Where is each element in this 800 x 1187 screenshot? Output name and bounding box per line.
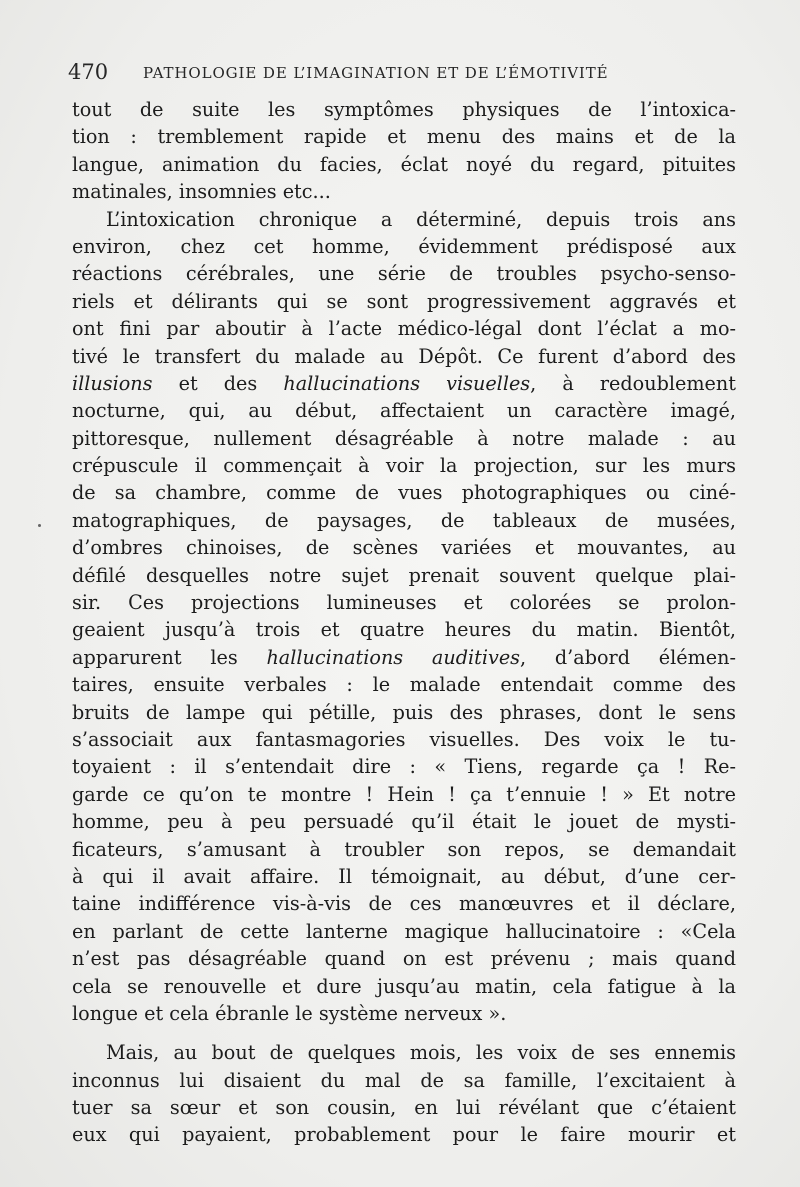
- italic-span: illusions: [72, 371, 153, 395]
- text-span: s’associait aux fantasmagories visuelles. Des voix le tu-: [72, 727, 736, 751]
- text-span: tion : tremblement rapide et menu des mains et de la: [72, 125, 736, 149]
- text-span: geaient jusqu’à trois et quatre heures du matin. Bientôt,: [72, 618, 736, 642]
- text-span: pittoresque, nullement désagréable à notre malade : au: [72, 426, 736, 450]
- text-span: de sa chambre, comme de vues photographiques ou ciné-: [72, 481, 736, 505]
- page-header: [68, 58, 748, 86]
- text-line: [72, 973, 736, 1000]
- italic-span: hallucinations visuelles: [283, 371, 531, 395]
- text-span: réactions cérébrales, une série de troubles psycho-senso-: [72, 262, 736, 286]
- text-span: inconnus lui disaient du mal de sa famille, l’excitaient à: [72, 1068, 736, 1092]
- text-line: [72, 1039, 736, 1066]
- text-line: [72, 96, 736, 123]
- text-line: [72, 808, 736, 835]
- text-line: [72, 260, 736, 287]
- text-span: tout de suite les symptômes physiques de l’intoxica-: [72, 98, 736, 121]
- text-line: [72, 123, 736, 150]
- text-span: ont fini par aboutir à l’acte médico-légal dont l’éclat a mo-: [72, 317, 736, 341]
- text-span: cela se renouvelle et dure jusqu’au matin, cela fatigue à la: [72, 974, 736, 998]
- text-line: [72, 370, 736, 397]
- text-span: matinales, insomnies etc...: [72, 180, 331, 204]
- text-line: [72, 1094, 736, 1121]
- text-line: [72, 616, 736, 643]
- text-span: apparurent les: [72, 645, 267, 669]
- running-head: PATHOLOGIE DE L’IMAGINATION ET DE L’ÉMOTIVITÉ: [143, 64, 609, 82]
- text-span: tuer sa sœur et son cousin, en lui révélant que c’étaient: [72, 1096, 736, 1120]
- text-span: riels et délirants qui se sont progressivement aggravés et: [72, 289, 736, 313]
- text-line: [72, 918, 736, 945]
- page-number: 470: [68, 60, 109, 84]
- text-line: [72, 479, 736, 506]
- text-span: homme, peu à peu persuadé qu’il était le jouet de mysti-: [72, 810, 736, 834]
- text-line: [72, 836, 736, 863]
- text-line: [72, 1000, 736, 1027]
- text-line: [72, 151, 736, 178]
- text-line: [72, 753, 736, 780]
- text-span: environ, chez cet homme, évidemment prédisposé aux: [72, 234, 736, 258]
- text-span: taine indifférence vis-à-vis de ces manœuvres et il déclare,: [72, 892, 736, 916]
- text-span: nocturne, qui, au début, affectaient un caractère imagé,: [72, 399, 736, 423]
- text-span: défilé desquelles notre sujet prenait souvent quelque plai-: [72, 563, 736, 587]
- text-line: [72, 425, 736, 452]
- text-line: [72, 890, 736, 917]
- text-span: , d’abord élémen-: [520, 645, 736, 669]
- text-span: sir. Ces projections lumineuses et colorées se prolon-: [72, 591, 736, 615]
- text-line: [72, 178, 736, 205]
- text-span: à qui il avait affaire. Il témoignait, au début, d’une cer-: [72, 864, 736, 888]
- text-line: [72, 343, 736, 370]
- text-line: [72, 1067, 736, 1094]
- text-span: crépuscule il commençait à voir la projection, sur les murs: [72, 454, 736, 478]
- text-line: [72, 945, 736, 972]
- text-line: [72, 233, 736, 260]
- text-span: langue, animation du facies, éclat noyé du regard, pituites: [72, 152, 736, 176]
- text-line: [72, 315, 736, 342]
- body-text: [72, 96, 736, 1149]
- text-line: [72, 507, 736, 534]
- text-span: matographiques, de paysages, de tableaux de musées,: [72, 508, 736, 532]
- text-line: [72, 1121, 736, 1148]
- text-span: tivé le transfert du malade au Dépôt. Ce furent d’abord des: [72, 344, 736, 368]
- text-span: bruits de lampe qui pétille, puis des phrases, dont le sens: [72, 700, 736, 724]
- text-span: eux qui payaient, probablement pour le faire mourir et: [72, 1123, 736, 1147]
- text-span: taires, ensuite verbales : le malade entendait comme des: [72, 673, 736, 697]
- text-span: et des: [152, 371, 284, 395]
- text-line: [72, 397, 736, 424]
- text-line: [72, 699, 736, 726]
- text-span: en parlant de cette lanterne magique hallucinatoire : «Cela: [72, 919, 736, 943]
- text-span: Mais, au bout de quelques mois, les voix de ses ennemis: [106, 1041, 736, 1065]
- text-line: [72, 863, 736, 890]
- print-speck: [38, 524, 41, 527]
- text-line: [72, 726, 736, 753]
- text-line: [72, 206, 736, 233]
- text-line: [72, 534, 736, 561]
- italic-span: hallucinations auditives: [266, 645, 521, 669]
- text-line: [72, 589, 736, 616]
- text-line: [72, 671, 736, 698]
- text-span: , à redoublement: [530, 371, 736, 395]
- text-span: ficateurs, s’amusant à troubler son repos, se demandait: [72, 837, 736, 861]
- text-span: d’ombres chinoises, de scènes variées et mouvantes, au: [72, 536, 736, 560]
- text-span: toyaient : il s’entendait dire : « Tiens, regarde ça ! Re-: [72, 755, 736, 779]
- text-line: [72, 562, 736, 589]
- text-line: [72, 781, 736, 808]
- text-span: L’intoxication chronique a déterminé, depuis trois ans: [106, 207, 736, 231]
- text-span: longue et cela ébranle le système nerveux ».: [72, 1001, 507, 1025]
- text-span: garde ce qu’on te montre ! Hein ! ça t’ennuie ! » Et notre: [72, 782, 736, 806]
- text-line: [72, 288, 736, 315]
- text-span: n’est pas désagréable quand on est prévenu ; mais quand: [72, 947, 736, 971]
- text-line: [72, 452, 736, 479]
- text-line: [72, 644, 736, 671]
